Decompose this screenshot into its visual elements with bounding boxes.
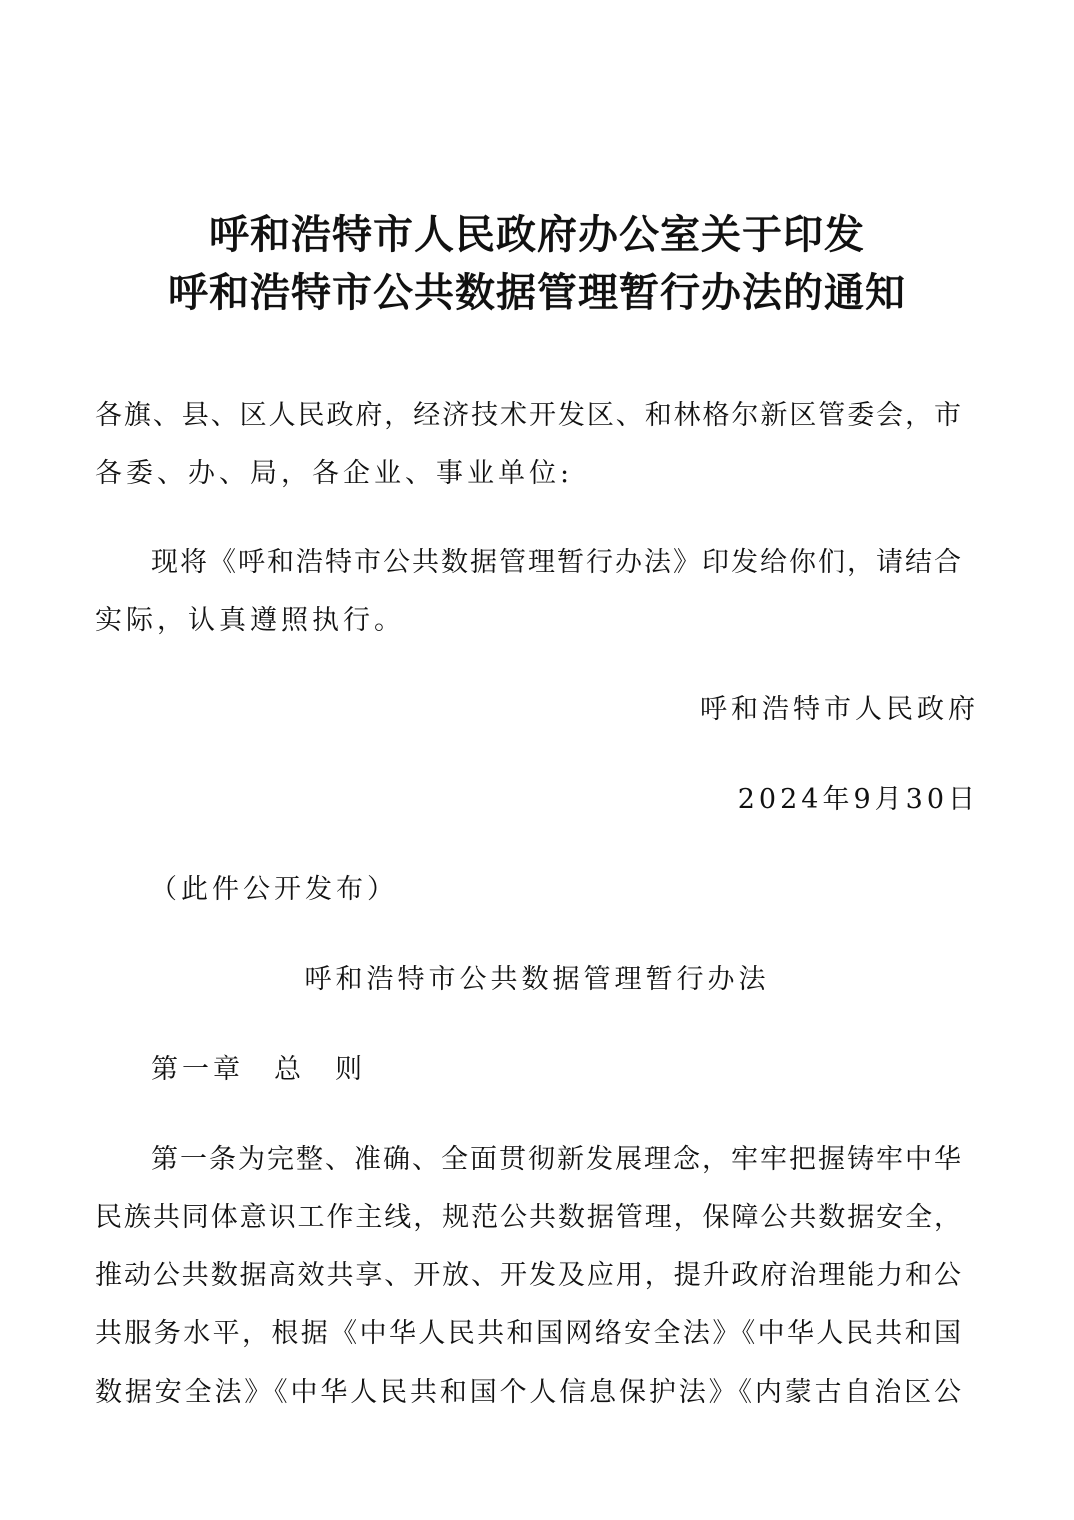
chapter-label: 第一章 (151, 1054, 244, 1085)
notice-title-line-2: 呼和浩特市公共数据管理暂行办法的通知 (168, 269, 906, 316)
article1-line-1: 第一条为完整、准确、全面贯彻新发展理念，牢牢把握铸牢中华 (151, 1144, 961, 1175)
article1-line-4: 共服务水平，根据《中华人民共和国网络安全法》《中华人民共和国 (95, 1318, 961, 1349)
document-title: 呼和浩特市公共数据管理暂行办法 (304, 964, 770, 995)
chapter-word-1: 总 (274, 1054, 305, 1085)
addressee-line-1: 各旗、县、区人民政府，经济技术开发区、和林格尔新区管委会，市 (95, 400, 961, 431)
body-line-1: 现将《呼和浩特市公共数据管理暂行办法》印发给你们，请结合 (151, 547, 961, 578)
addressee-line-2: 各委、办、局，各企业、事业单位: (95, 458, 574, 489)
publish-note: （此件公开发布） (150, 874, 398, 905)
body-line-2: 实际，认真遵照执行。 (95, 605, 405, 636)
issuer-signature: 呼和浩特市人民政府 (700, 694, 979, 725)
issue-date: 2024年9月30日 (737, 784, 979, 815)
notice-title-line-1: 呼和浩特市人民政府办公室关于印发 (209, 211, 865, 258)
chapter-word-2: 则 (335, 1054, 366, 1085)
article1-line-5: 数据安全法》《中华人民共和国个人信息保护法》《内蒙古自治区公 (95, 1377, 961, 1408)
article1-line-2: 民族共同体意识工作主线，规范公共数据管理，保障公共数据安全， (95, 1202, 961, 1233)
article1-line-3: 推动公共数据高效共享、开放、开发及应用，提升政府治理能力和公 (95, 1260, 961, 1291)
chapter-heading (151, 1053, 366, 1087)
